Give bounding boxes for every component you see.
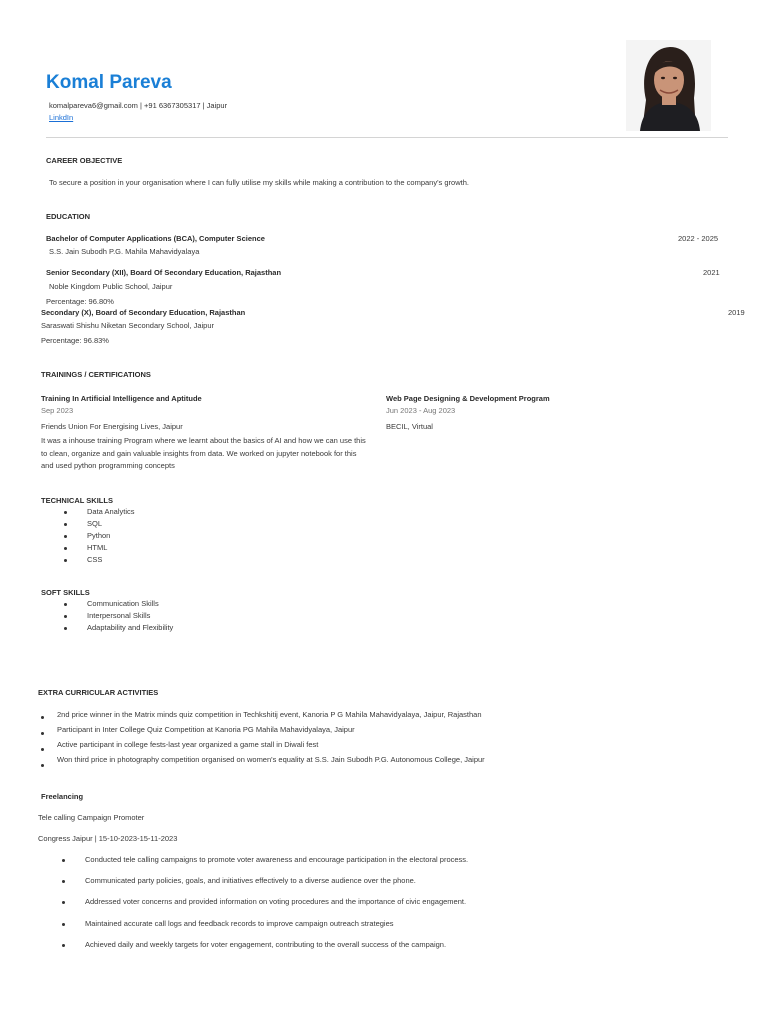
freelancing-heading: Freelancing [41, 792, 84, 801]
list-item: Active participant in college fests-last year organized a game stall in Diwali fest [57, 740, 319, 749]
list-item: Communication Skills [87, 599, 159, 608]
education-years: 2021 [703, 268, 720, 277]
list-item: Adaptability and Flexibility [87, 623, 174, 632]
training-title: Training In Artificial Intelligence and Aptitude [41, 394, 202, 403]
freelancing-role: Tele calling Campaign Promoter [38, 813, 145, 822]
bullet [41, 748, 44, 751]
candidate-name: Komal Pareva [46, 72, 172, 93]
education-percentage: Percentage: 96.83% [41, 336, 109, 345]
bullet [62, 923, 65, 926]
linkedin-link[interactable]: LinkdIn [49, 113, 74, 122]
header-divider [46, 137, 728, 138]
education-years: 2022 - 2025 [678, 234, 719, 243]
list-item: Maintained accurate call logs and feedback records to improve campaign outreach strategies [85, 919, 394, 928]
list-item: Achieved daily and weekly targets for voter engagement, contributing to the overall success of the campaign. [85, 940, 447, 949]
training-description: It was a inhouse training Program where we learnt about the basics of AI and how we can use this to clean, organize and gain valuable insights from data. We worked on jupyter notebook for this and used python programming concepts [41, 436, 366, 470]
list-item: Participant in Inter College Quiz Competition at Kanoria PG Mahila Mahavidyalaya, Jaipur [57, 725, 355, 734]
list-item: 2nd price winner in the Matrix minds quiz competition in Techkshitij event, Kanoria P G Mahila Mahavidyalaya, Jaipur, Rajasthan [57, 710, 482, 719]
bullet [41, 716, 44, 719]
list-item: Data Analytics [87, 507, 135, 516]
bullet [62, 944, 65, 947]
bullet [64, 547, 67, 550]
career-objective-text: To secure a position in your organisation where I can fully utilise my skills while making a contribution to the company's growth. [49, 178, 469, 187]
bullet [64, 627, 67, 630]
list-item: SQL [87, 519, 103, 528]
list-item: Conducted tele calling campaigns to promote voter awareness and encourage participation in the electoral process. [85, 855, 469, 864]
education-school: Noble Kingdom Public School, Jaipur [49, 282, 173, 291]
trainings-heading: TRAININGS / CERTIFICATIONS [41, 370, 151, 379]
training-title: Web Page Designing & Development Program [386, 394, 550, 403]
bullet [64, 523, 67, 526]
list-item: CSS [87, 555, 103, 564]
soft-skills-heading: SOFT SKILLS [41, 588, 90, 597]
list-item: Addressed voter concerns and provided information on voting procedures and the importance of civic engagement. [85, 897, 467, 906]
career-objective-heading: CAREER OBJECTIVE [46, 156, 123, 165]
training-org: Friends Union For Energising Lives, Jaipur [41, 422, 183, 431]
education-years: 2019 [728, 308, 745, 317]
education-degree: Senior Secondary (XII), Board Of Secondary Education, Rajasthan [46, 268, 282, 277]
education-school: S.S. Jain Subodh P.G. Mahila Mahavidyalaya [49, 247, 200, 256]
technical-skills-heading: TECHNICAL SKILLS [41, 496, 113, 505]
bullet [41, 764, 44, 767]
contact-line: komalpareva6@gmail.com | +91 6367305317 | Jaipur [49, 101, 228, 110]
bullet [41, 732, 44, 735]
training-date: Jun 2023 - Aug 2023 [386, 406, 456, 415]
training-date: Sep 2023 [41, 406, 74, 415]
bullet [64, 615, 67, 618]
education-percentage: Percentage: 96.80% [46, 297, 114, 306]
list-item: Interpersonal Skills [87, 611, 151, 620]
bullet [64, 559, 67, 562]
education-heading: EDUCATION [46, 212, 91, 221]
list-item: Won third price in photography competition organised on women's equality at S.S. Jain Subodh P.G. Autonomous College, Jaipur [57, 755, 485, 764]
bullet [64, 535, 67, 538]
list-item: Communicated party policies, goals, and initiatives effectively to a diverse audience over the phone. [85, 876, 416, 885]
list-item: HTML [87, 543, 108, 552]
bullet [62, 901, 65, 904]
freelancing-org: Congress Jaipur | 15-10-2023-15-11-2023 [38, 834, 178, 843]
training-org: BECIL, Virtual [386, 422, 433, 431]
profile-photo [626, 40, 711, 131]
bullet [62, 880, 65, 883]
bullet [64, 511, 67, 514]
list-item: Python [87, 531, 111, 540]
bullet [62, 859, 65, 862]
bullet [64, 603, 67, 606]
extra-curricular-heading: EXTRA CURRICULAR ACTIVITIES [38, 688, 159, 697]
education-degree: Bachelor of Computer Applications (BCA), Computer Science [46, 234, 265, 243]
education-school: Saraswati Shishu Niketan Secondary School, Jaipur [41, 321, 215, 330]
education-degree: Secondary (X), Board of Secondary Education, Rajasthan [41, 308, 246, 317]
